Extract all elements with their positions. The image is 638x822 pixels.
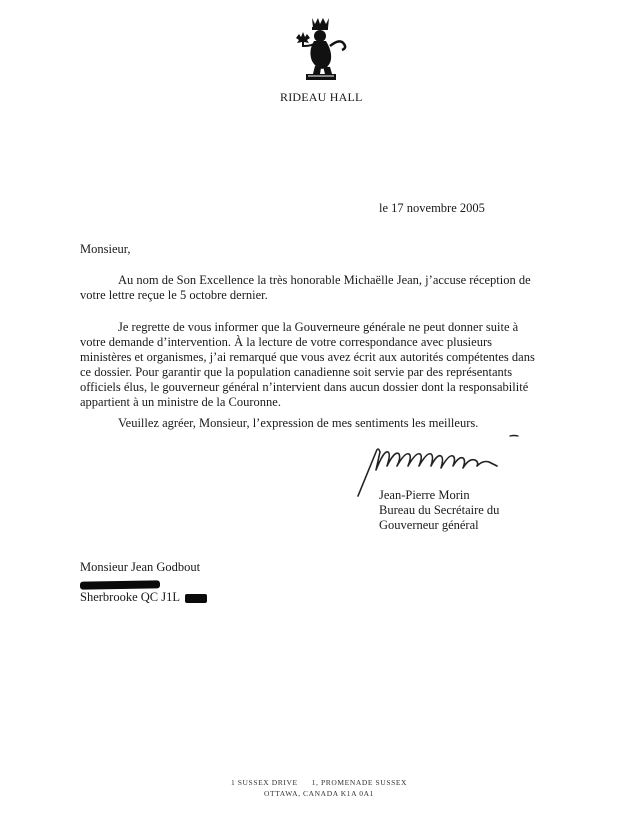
recipient-name: Monsieur Jean Godbout — [80, 560, 201, 574]
paragraph-3 — [80, 416, 540, 431]
recipient-address — [80, 560, 207, 605]
footer-city: OTTAWA, CANADA K1A 0A1 — [264, 789, 374, 798]
signer-name: Jean-Pierre Morin — [379, 488, 470, 502]
redaction-postal-code — [185, 594, 207, 603]
letter-date: le 17 novembre 2005 — [379, 201, 485, 215]
paragraph-1-text: Au nom de Son Excellence la très honorable Michaëlle Jean, j’accuse réception de votre lettre reçue le 5 octobre dernier. — [80, 273, 531, 302]
paragraph-1 — [80, 273, 540, 303]
footer-address — [0, 778, 638, 787]
signer-title-line1: Bureau du Secrétaire du — [379, 503, 500, 517]
signer-block — [379, 488, 499, 533]
footer-address-fr: 1, PROMENADE SUSSEX — [311, 778, 408, 787]
org-name: RIDEAU HALL — [280, 90, 363, 104]
paragraph-3-text: Veuillez agréer, Monsieur, l’expression de mes sentiments les meilleurs. — [118, 416, 479, 430]
signer-title-line2: Gouverneur général — [379, 518, 479, 532]
recipient-city-line — [80, 590, 207, 605]
redaction-street — [80, 580, 160, 589]
paragraph-2 — [80, 320, 540, 410]
recipient-street-line — [80, 575, 207, 590]
footer-address-en: 1 SUSSEX DRIVE — [230, 778, 298, 787]
crest-icon — [288, 16, 352, 84]
recipient-city: Sherbrooke QC J1L — [80, 590, 180, 604]
paragraph-2-text: Je regrette de vous informer que la Gouverneure générale ne peut donner suite à votre demande d’intervention. À la lecture de votre correspondance avec plusieurs ministères et organismes, j’ai remarqué que vous avez écrit aux autorités compétentes dans ce dossier. Pour garantir que la population canadienne soit servie par des représentants officiels élus, le gouverneur général n’intervient dans aucun dossier dont la responsabilité appartient à un ministre de la Couronne. — [80, 320, 535, 409]
salutation: Monsieur, — [80, 242, 131, 256]
